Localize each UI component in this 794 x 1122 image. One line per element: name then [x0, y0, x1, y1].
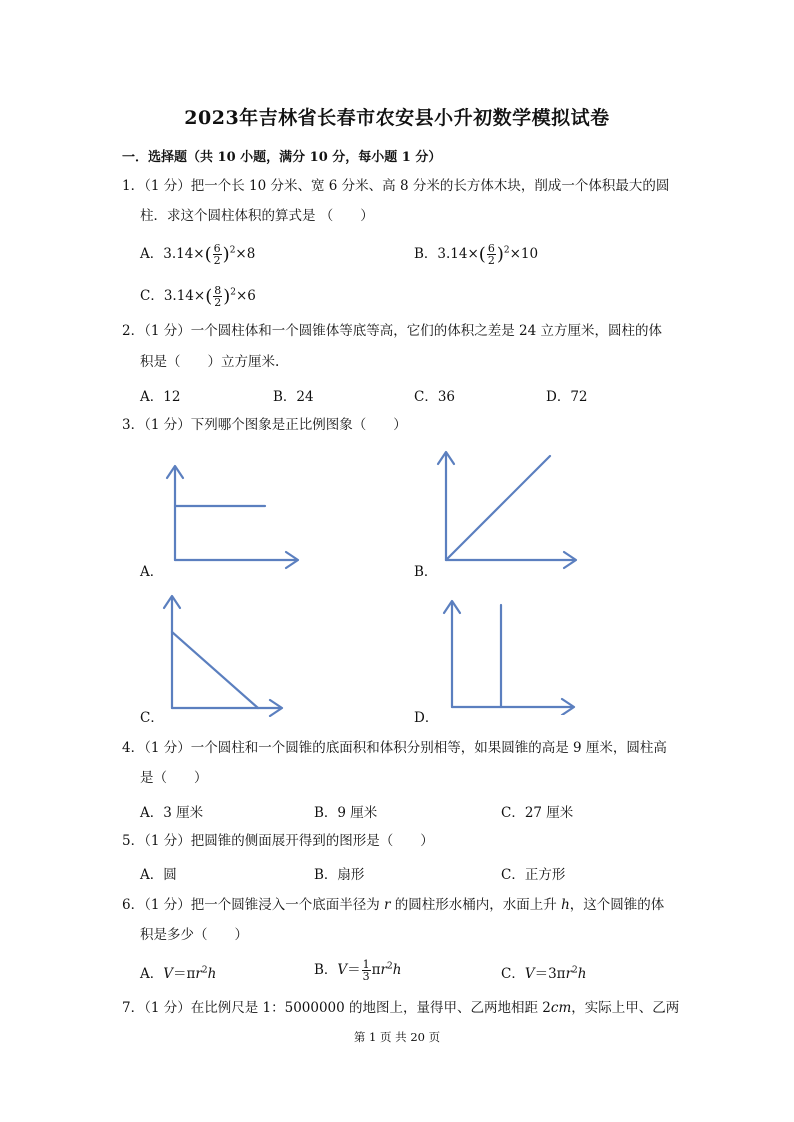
question-6-line-2: 积是多少（ ） [140, 927, 248, 943]
question-6-option-b[interactable]: B．V＝ $\frac{1}{3}$ $\pi r^2h$ [314, 958, 402, 983]
question-5-option-a[interactable]: A．圆 [140, 867, 177, 883]
fraction: $\frac{8}{2}$ [214, 284, 222, 309]
section-heading: 一．选择题（共 10 小题，满分 10 分，每小题 1 分） [122, 150, 442, 165]
question-3-option-c[interactable]: C． [140, 710, 164, 726]
fraction: $\frac{6}{2}$ [487, 242, 495, 267]
question-1-line-2: 柱．求这个圆柱体积的算式是 （ ） [140, 208, 374, 224]
question-5-line-1: 5．（1 分）把圆锥的侧面展开得到的图形是（ ） [122, 833, 434, 849]
question-6-option-c[interactable]: C．$V=3\pi r^2h$ [501, 965, 587, 982]
question-5-option-c[interactable]: C．正方形 [501, 867, 566, 883]
fraction: $\frac{1}{3}$ [362, 958, 370, 983]
question-2-option-a[interactable]: A．12 [140, 389, 181, 405]
page-footer: 第 1 页 共 20 页 [353, 1030, 441, 1044]
question-3-option-b[interactable]: B． [414, 564, 438, 580]
question-4-line-1: 4．（1 分）一个圆柱和一个圆锥的底面积和体积分别相等，如果圆锥的高是 9 厘米，圆柱高 [122, 740, 667, 756]
question-4-line-2: 是（ ） [140, 770, 208, 786]
question-7-line-1: 7．（1 分）在比例尺是 1：5000000 的地图上，量得甲、乙两地相距 2cm，实际上甲、乙两 [122, 1000, 680, 1016]
question-4-option-b[interactable]: B．9 厘米 [314, 805, 378, 821]
question-4-option-c[interactable]: C．27 厘米 [501, 805, 574, 821]
question-1-option-c[interactable]: C．3.14×( $\frac{8}{2}$ )$^2$×6 [140, 284, 256, 309]
graph-c [160, 592, 290, 717]
graph-a [160, 460, 305, 575]
fraction: $\frac{6}{2}$ [213, 242, 221, 267]
question-3-option-d[interactable]: D． [414, 710, 439, 726]
question-2-option-b[interactable]: B．24 [273, 389, 314, 405]
graph-b [432, 448, 582, 573]
question-1-option-b[interactable]: B．3.14×( $\frac{6}{2}$ )$^2$×10 [414, 242, 539, 267]
graph-line [172, 632, 258, 708]
graph-d [440, 597, 580, 715]
question-3-line-1: 3．（1 分）下列哪个图象是正比例图象（ ） [122, 417, 407, 433]
question-6-option-a[interactable]: A．$V=\pi r^2h$ [140, 965, 217, 982]
graph-line [446, 456, 550, 560]
question-3-option-a[interactable]: A． [140, 564, 164, 580]
question-5-option-b[interactable]: B．扇形 [314, 867, 365, 883]
question-2-option-c[interactable]: C．36 [414, 389, 456, 405]
question-2-line-1: 2．（1 分）一个圆柱体和一个圆锥体等底等高，它们的体积之差是 24 立方厘米，圆柱的体 [122, 323, 662, 339]
question-2-option-d[interactable]: D．72 [546, 389, 588, 405]
question-1-line-1: 1．（1 分）把一个长 10 分米、宽 6 分米、高 8 分米的长方体木块，削成一个体积最大的圆 [122, 178, 670, 194]
page-title: 2023年吉林省长春市农安县小升初数学模拟试卷 [184, 107, 610, 129]
question-1-option-a[interactable]: A．3.14×( $\frac{6}{2}$ )$^2$×8 [140, 242, 256, 267]
question-4-option-a[interactable]: A．3 厘米 [140, 805, 204, 821]
question-2-line-2: 积是（ ）立方厘米. [140, 354, 280, 370]
question-6-line-1: 6．（1 分）把一个圆锥浸入一个底面半径为 r 的圆柱形水桶内，水面上升 h，这个圆锥的体 [122, 897, 665, 913]
